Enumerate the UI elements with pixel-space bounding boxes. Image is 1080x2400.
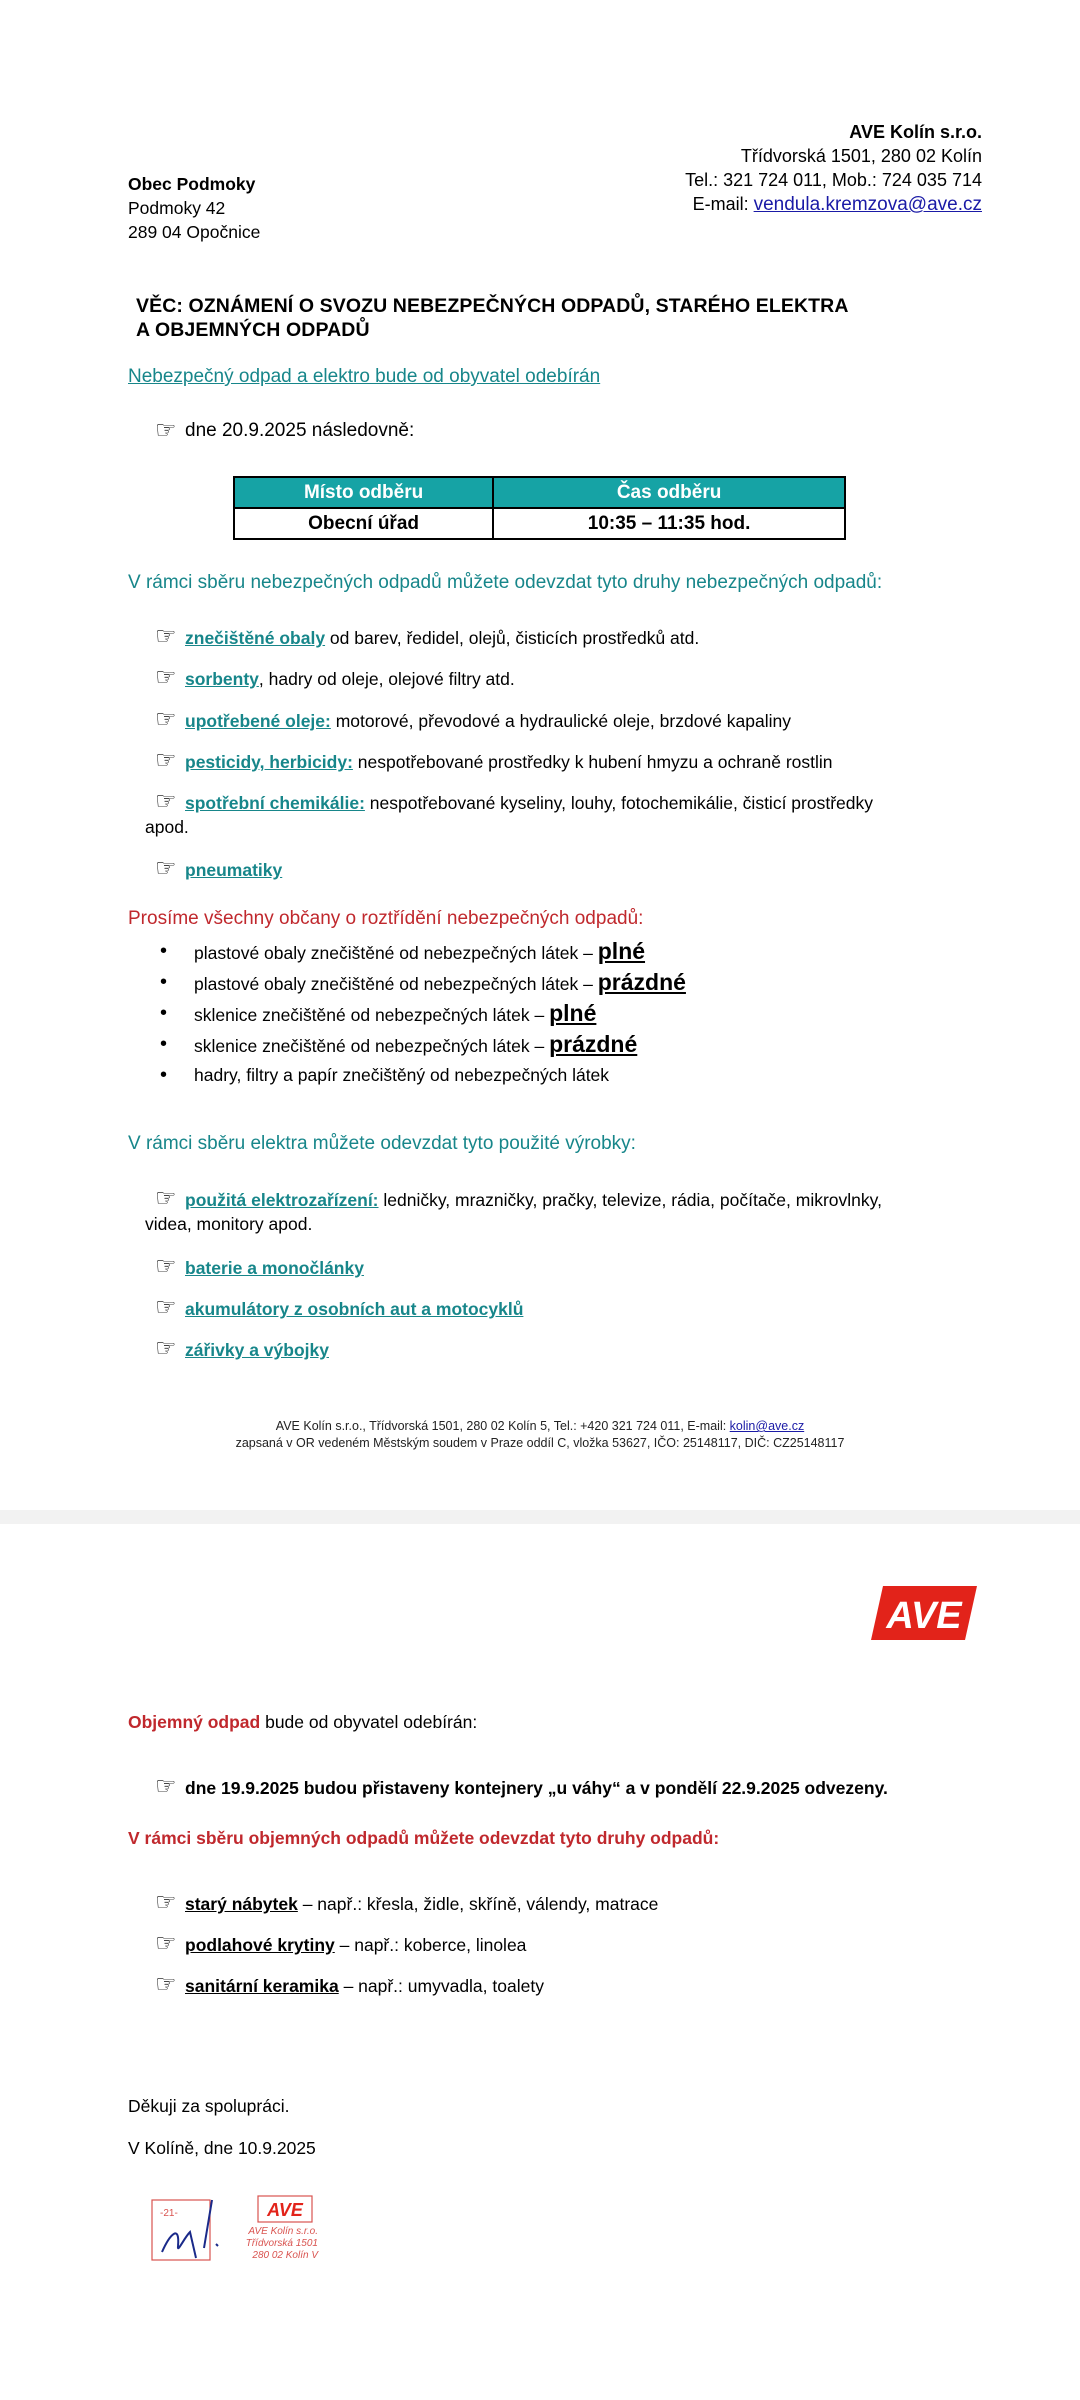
company-stamp [150,2194,328,2264]
list-item: ☞ starý nábytek – např.: křesla, židle, skříně, válendy, matrace [155,1888,659,1916]
table-header-place: Místo odběru [234,477,493,508]
closing-place-date: V Kolíně, dne 10.9.2025 [128,2138,316,2158]
sort-heading: Prosíme všechny občany o roztřídění nebezpečných odpadů: [128,908,644,929]
recipient-city: 289 04 Opočnice [128,222,261,242]
list-item: ☞ zářivky a výbojky [155,1334,329,1362]
pointing-hand-icon: ☞ [155,663,177,691]
company-footer [0,1418,1080,1452]
hazardous-types-heading: V rámci sběru nebezpečných odpadů můžete odevzdat tyto druhy nebezpečných odpadů: [128,572,883,593]
pointing-hand-icon: ☞ [155,1252,177,1280]
subject-line-1: VĚC: OZNÁMENÍ O SVOZU NEBEZPEČNÝCH ODPADŮ, STARÉHO ELEKTRA [136,295,849,317]
list-item: ☞ znečištěné obaly od barev, ředidel, olejů, čisticích prostředků atd. [155,622,700,650]
table-cell-time: 10:35 – 11:35 hod. [493,508,845,539]
list-item: ☞ použitá elektrozařízení: ledničky, mrazničky, pračky, televize, rádia, počítače, mikrovlnky, videa, monitory apod. [145,1184,882,1234]
sender-email-link[interactable]: vendula.kremzova@ave.cz [753,194,982,215]
letter-subject [136,294,849,342]
pointing-hand-icon: ☞ [155,622,177,650]
table-header-row [234,477,845,508]
list-item: ☞ podlahové krytiny – např.: koberce, linolea [155,1929,527,1957]
list-item: ☞ spotřební chemikálie: nespotřebované kyseliny, louhy, fotochemikálie, čisticí prostředky apod. [145,787,873,837]
pointing-hand-icon: ☞ [155,1888,177,1916]
svg-text:AVE Kolín s.r.o.: AVE Kolín s.r.o. [248,2226,318,2237]
email-label: E-mail: [692,194,754,214]
sender-phone: Tel.: 321 724 011, Mob.: 724 035 714 [685,170,982,190]
list-item: ☞ pneumatiky [155,854,283,882]
closing-thanks: Děkuji za spolupráci. [128,2096,290,2116]
ave-logo [871,1584,977,1642]
list-item: • plastové obaly znečištěné od nebezpečných látek – prázdné [160,967,686,998]
svg-text:AVE: AVE [267,2200,303,2220]
svg-text:AVE: AVE [886,1595,962,1637]
sender-address [685,120,982,217]
bulky-types-heading: V rámci sběru objemných odpadů můžete odevzdat tyto druhy odpadů: [128,1828,720,1848]
sender-email-line [685,192,982,217]
pointing-hand-icon: ☞ [155,416,177,444]
list-item: ☞ akumulátory z osobních aut a motocyklů [155,1293,524,1321]
pointing-hand-icon: ☞ [155,1929,177,1957]
list-item: ☞ sorbenty, hadry od oleje, olejové filtry atd. [155,663,515,691]
svg-text:-21-: -21- [160,2208,178,2219]
list-item: ☞ sanitární keramika – např.: umyvadla, toalety [155,1970,544,1998]
bulky-date-line: ☞ dne 19.9.2025 budou přistaveny kontejnery „u váhy“ a v pondělí 22.9.2025 odvezeny. [155,1772,888,1800]
table-cell-place: Obecní úřad [234,508,493,539]
pointing-hand-icon: ☞ [155,1184,177,1212]
list-item: ☞ baterie a monočlánky [155,1252,364,1280]
list-item: ☞ pesticidy, herbicidy: nespotřebované prostředky k hubení hmyzu a ochraně rostlin [155,746,833,774]
bulky-intro: Objemný odpad bude od obyvatel odebírán: [128,1712,478,1732]
list-item: • sklenice znečištěné od nebezpečných látek – plné [160,998,686,1029]
footer-email-link[interactable]: kolin@ave.cz [729,1419,805,1433]
hazardous-heading: Nebezpečný odpad a elektro bude od obyvatel odebírán [128,366,601,387]
recipient-address [128,172,260,244]
footer-line-2: zapsaná v OR vedeném Městským soudem v Praze oddíl C, vložka 53627, IČO: 25148117, DIČ: CZ25148117 [235,1436,845,1450]
pointing-hand-icon: ☞ [155,746,177,774]
sort-list [160,936,686,1091]
pointing-hand-icon: ☞ [155,1334,177,1362]
subject-line-2: A OBJEMNÝCH ODPADŮ [136,319,370,341]
pickup-table [233,476,846,540]
pointing-hand-icon: ☞ [155,1293,177,1321]
sender-street: Třídvorská 1501, 280 02 Kolín [740,146,982,166]
svg-text:Třídvorská 1501: Třídvorská 1501 [245,2238,318,2249]
recipient-name: Obec Podmoky [128,174,256,194]
table-header-time: Čas odběru [493,477,845,508]
svg-text:280 02 Kolín V: 280 02 Kolín V [252,2250,318,2261]
pointing-hand-icon: ☞ [155,787,177,815]
list-item: • sklenice znečištěné od nebezpečných látek – prázdné [160,1029,686,1060]
list-item: • hadry, filtry a papír znečištěný od nebezpečných látek [160,1060,686,1091]
pointing-hand-icon: ☞ [155,854,177,882]
list-item: • plastové obaly znečištěné od nebezpečných látek – plné [160,936,686,967]
table-row [234,508,845,539]
pointing-hand-icon: ☞ [155,705,177,733]
electro-heading: V rámci sběru elektra můžete odevzdat tyto použité výrobky: [128,1133,636,1154]
hazardous-date-line: ☞ dne 20.9.2025 následovně: [155,416,415,444]
footer-line-1: AVE Kolín s.r.o., Třídvorská 1501, 280 02 Kolín 5, Tel.: +420 321 724 011, E-mail: kolin@ave.cz [275,1419,805,1433]
page-2 [0,1524,1080,2400]
pointing-hand-icon: ☞ [155,1772,177,1800]
recipient-street: Podmoky 42 [128,198,226,218]
sender-name: AVE Kolín s.r.o. [849,122,982,142]
list-item: ☞ upotřebené oleje: motorové, převodové a hydraulické oleje, brzdové kapaliny [155,705,791,733]
pointing-hand-icon: ☞ [155,1970,177,1998]
